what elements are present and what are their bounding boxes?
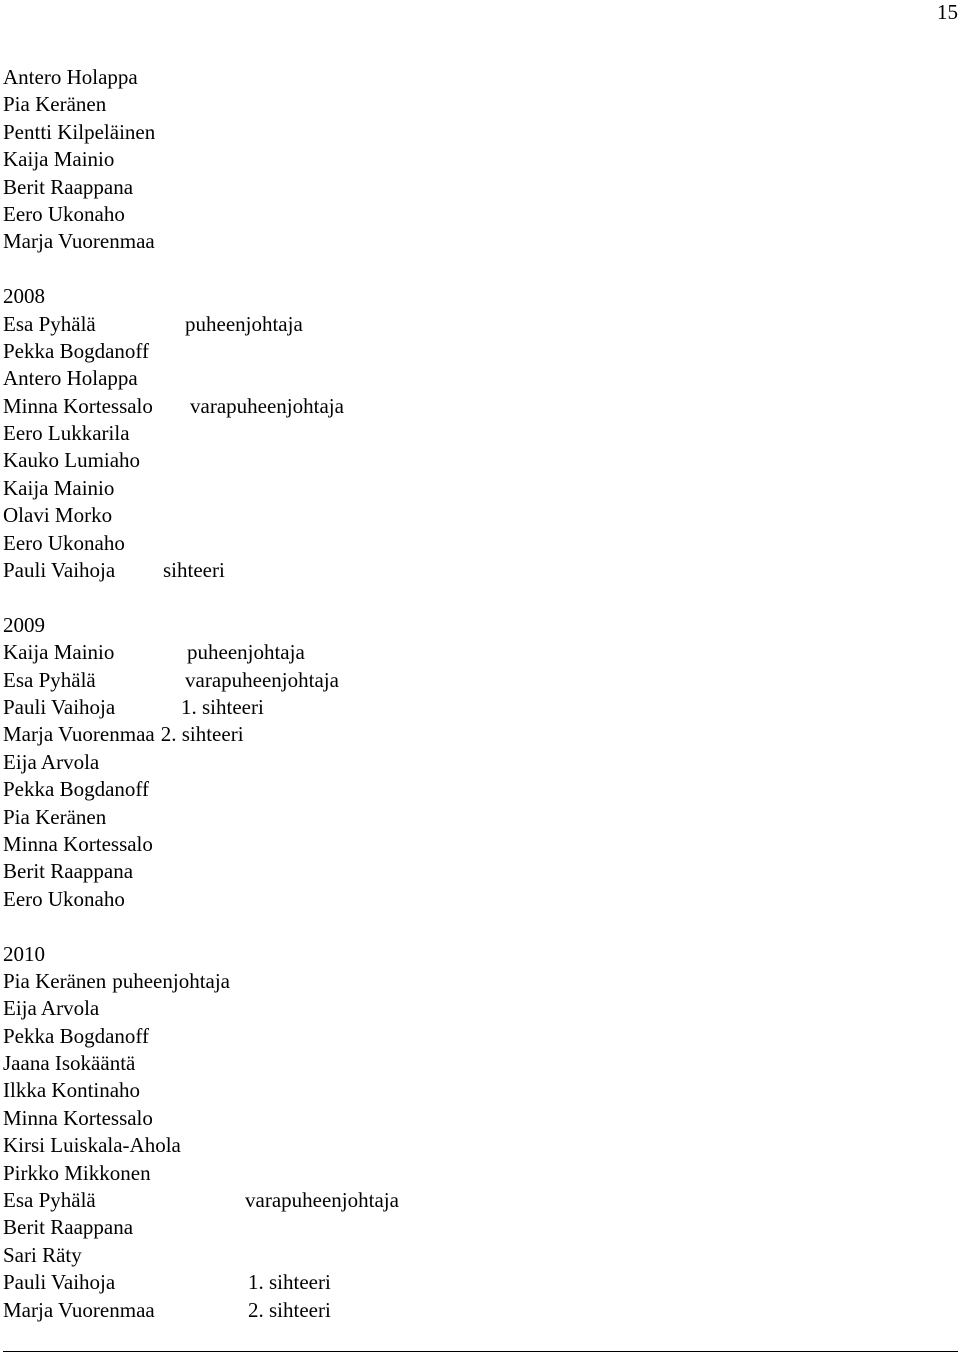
member-row	[3, 119, 960, 146]
member-row	[3, 338, 960, 365]
member-name: Marja Vuorenmaa	[3, 1297, 155, 1322]
member-row	[3, 1023, 960, 1050]
member-role: 2. sihteeri	[160, 722, 244, 747]
member-role: 1. sihteeri	[248, 1270, 331, 1295]
member-row	[3, 1132, 960, 1159]
section-spacer	[3, 584, 960, 611]
member-role: puheenjohtaja	[185, 311, 303, 336]
member-row	[3, 1297, 960, 1324]
member-name: Jaana Isokääntä	[3, 1051, 136, 1076]
year-heading: 2008	[3, 284, 45, 309]
member-name: Pia Keränen	[3, 804, 107, 829]
section-2009	[3, 612, 960, 913]
member-name: Antero Holappa	[3, 65, 138, 89]
member-row	[3, 858, 960, 885]
member-row	[3, 311, 960, 338]
member-name: Pentti Kilpeläinen	[3, 119, 156, 144]
member-row	[3, 1214, 960, 1241]
member-name: Minna Kortessalo	[3, 831, 153, 856]
member-row	[3, 64, 960, 91]
member-row	[3, 475, 960, 502]
member-name: Eero Lukkarila	[3, 421, 130, 446]
member-row	[3, 1050, 960, 1077]
member-row	[3, 393, 960, 420]
member-row	[3, 968, 960, 995]
member-row	[3, 228, 960, 255]
member-name: Pekka Bogdanoff	[3, 1023, 150, 1048]
member-row	[3, 557, 960, 584]
member-row	[3, 776, 960, 803]
section-spacer	[3, 913, 960, 940]
member-name: Eija Arvola	[3, 749, 100, 774]
member-list-continued	[3, 64, 960, 256]
member-row	[3, 749, 960, 776]
member-name: Ilkka Kontinaho	[3, 1078, 141, 1103]
member-row	[3, 1269, 960, 1296]
member-role: varapuheenjohtaja	[190, 393, 344, 418]
section-spacer	[3, 256, 960, 283]
member-name: Marja Vuorenmaa	[3, 229, 155, 254]
member-name: Antero Holappa	[3, 366, 138, 391]
member-name: Berit Raappana	[3, 174, 134, 199]
member-row	[3, 1242, 960, 1269]
member-name: Pia Keränen	[3, 968, 107, 993]
member-row	[3, 639, 960, 666]
member-name: Pekka Bogdanoff	[3, 777, 150, 802]
document-body	[3, 64, 960, 1324]
member-row	[3, 201, 960, 228]
member-row	[3, 667, 960, 694]
member-name: Kaija Mainio	[3, 147, 115, 172]
page-number: 15	[937, 0, 958, 24]
member-row	[3, 91, 960, 118]
member-name: Eija Arvola	[3, 996, 100, 1021]
year-heading: 2009	[3, 612, 45, 637]
member-name: Minna Kortessalo	[3, 393, 153, 418]
member-name: Pekka Bogdanoff	[3, 338, 150, 363]
member-name: Olavi Morko	[3, 503, 113, 528]
member-role: 1. sihteeri	[181, 694, 264, 719]
member-name: Pauli Vaihoja	[3, 558, 116, 583]
member-row	[3, 1160, 960, 1187]
member-row	[3, 721, 960, 748]
member-row	[3, 886, 960, 913]
member-row	[3, 1187, 960, 1214]
member-name: Berit Raappana	[3, 1215, 134, 1240]
member-name: Kirsi Luiskala-Ahola	[3, 1133, 181, 1158]
member-name: Kaija Mainio	[3, 475, 115, 500]
member-row	[3, 831, 960, 858]
member-row	[3, 146, 960, 173]
member-name: Kauko Lumiaho	[3, 448, 141, 473]
member-role: puheenjohtaja	[187, 640, 305, 665]
member-role: varapuheenjohtaja	[185, 667, 339, 692]
member-row	[3, 694, 960, 721]
member-role: puheenjohtaja	[112, 968, 231, 993]
member-name: Pauli Vaihoja	[3, 694, 116, 719]
member-row	[3, 502, 960, 529]
member-row	[3, 995, 960, 1022]
member-name: Pia Keränen	[3, 92, 107, 117]
member-row	[3, 530, 960, 557]
member-name: Berit Raappana	[3, 859, 134, 884]
member-row	[3, 365, 960, 392]
member-name: Pirkko Mikkonen	[3, 1160, 151, 1185]
member-name: Eero Ukonaho	[3, 530, 125, 555]
member-name: Esa Pyhälä	[3, 311, 96, 336]
member-row	[3, 420, 960, 447]
member-name: Kaija Mainio	[3, 640, 115, 665]
member-row	[3, 174, 960, 201]
section-2008	[3, 283, 960, 584]
year-heading: 2010	[3, 941, 45, 966]
member-row	[3, 447, 960, 474]
member-role: 2. sihteeri	[248, 1297, 331, 1322]
member-name: Marja Vuorenmaa	[3, 722, 155, 747]
member-name: Sari Räty	[3, 1242, 82, 1267]
member-name: Minna Kortessalo	[3, 1105, 153, 1130]
section-2010	[3, 941, 960, 1324]
member-name: Eero Ukonaho	[3, 201, 125, 226]
member-role: varapuheenjohtaja	[245, 1188, 399, 1213]
member-row	[3, 1105, 960, 1132]
member-name: Esa Pyhälä	[3, 1188, 96, 1213]
footer-divider	[3, 1351, 958, 1352]
member-role: sihteeri	[163, 558, 225, 583]
member-name: Esa Pyhälä	[3, 667, 96, 692]
member-name: Pauli Vaihoja	[3, 1270, 116, 1295]
member-row	[3, 1077, 960, 1104]
member-row	[3, 804, 960, 831]
member-name: Eero Ukonaho	[3, 886, 125, 911]
